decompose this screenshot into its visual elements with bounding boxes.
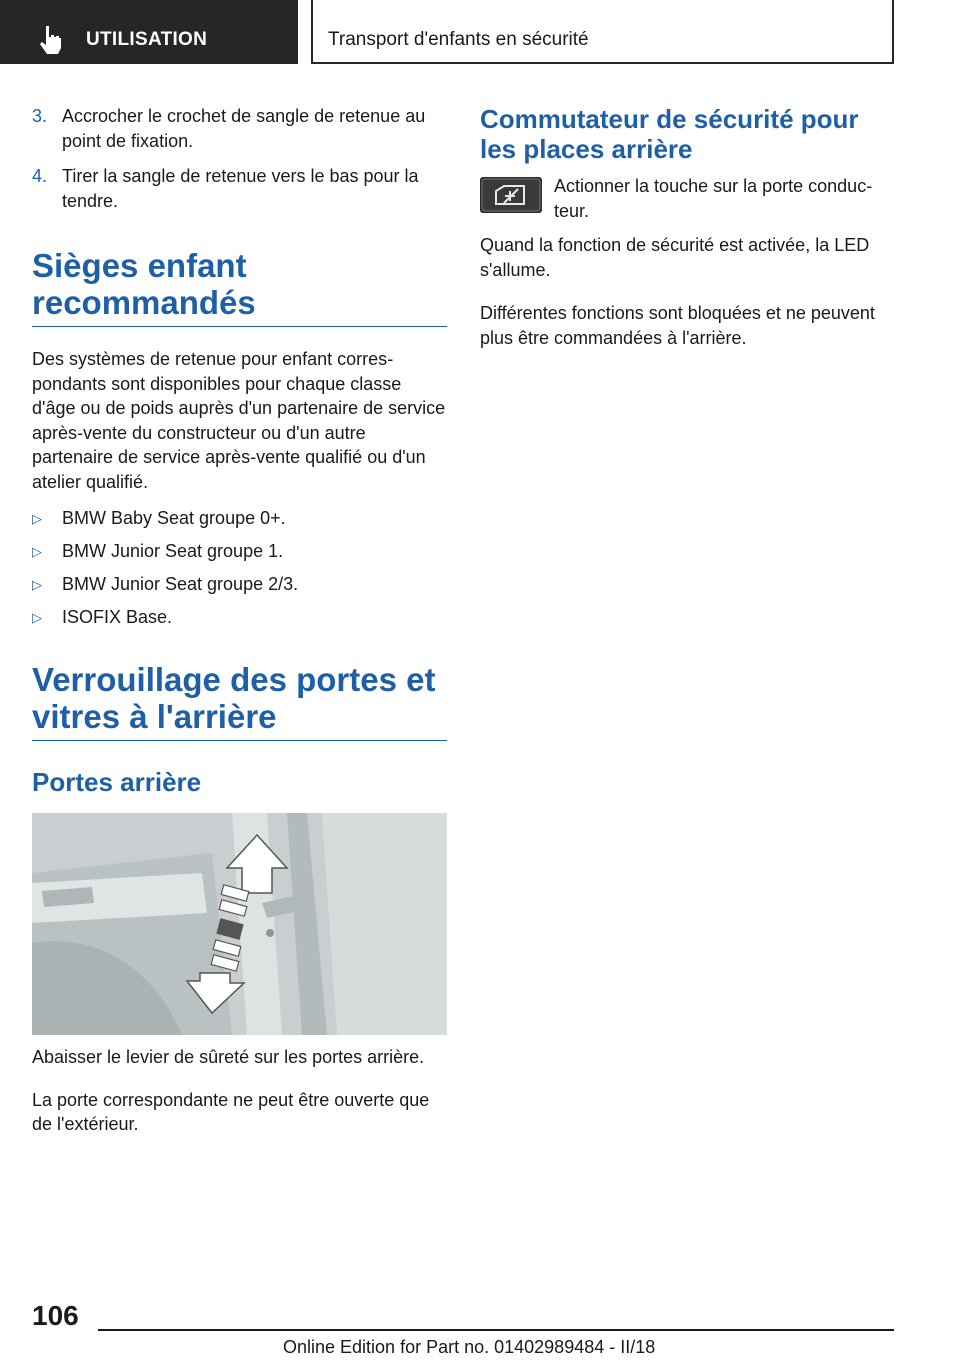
door-lever-illustration	[32, 813, 447, 1035]
step-number: 4.	[32, 166, 48, 186]
page-number: 106	[32, 1300, 79, 1331]
seats-paragraph: Des systèmes de retenue pour enfant correspondants sont disponibles pour chaque classe d'âge ou de poids auprès d'un partenaire de service après-vente du constructeur ou d'un autre partenaire de service après-vente qualifié ou d'un atelier qualifié.	[32, 349, 446, 492]
heading-door-lock: Verrouillage des portes et vitres à l'arrière	[32, 661, 447, 741]
triangle-bullet-icon: ▷	[32, 577, 42, 592]
section-tab	[0, 0, 298, 64]
blocked-functions-paragraph: Différentes fonctions sont bloquées et ne peuvent plus être commandées à l'arrière.	[480, 303, 875, 348]
edition-label: Online Edition for Part no. 01402989484 - II/18	[283, 1337, 656, 1357]
heading-rear-doors: Portes arrière	[32, 767, 202, 797]
step-item	[32, 104, 447, 153]
heading-safety-switch: Commutateur de sécurité pour les places arrière	[480, 104, 859, 164]
led-paragraph: Quand la fonction de sécurité est activée, la LED s'allume.	[480, 235, 870, 280]
chapter-header	[311, 0, 894, 64]
list-item-text: BMW Baby Seat groupe 0+.	[62, 508, 286, 528]
chapter-title: Transport d'enfants en sécurité	[328, 29, 589, 50]
key-instruction	[480, 174, 900, 223]
list-item-text: BMW Junior Seat groupe 2/3.	[62, 574, 299, 594]
list-item	[32, 539, 447, 565]
section-label: UTILISATION	[86, 29, 208, 50]
right-column	[480, 104, 900, 350]
window-lock-key-icon	[480, 177, 542, 213]
list-item	[32, 506, 447, 532]
hand-pointer-icon	[38, 24, 64, 54]
heading-recommended-seats: Sièges enfant recommandés	[32, 247, 447, 327]
triangle-bullet-icon: ▷	[32, 610, 42, 625]
list-item-text: ISOFIX Base.	[62, 607, 173, 627]
triangle-bullet-icon: ▷	[32, 511, 42, 526]
step-item	[32, 164, 447, 213]
left-column	[32, 104, 447, 1137]
seat-list	[32, 506, 447, 631]
key-paragraph: Actionner la touche sur la porte conducteur.	[554, 176, 873, 221]
step-number: 3.	[32, 106, 48, 126]
footer-divider	[98, 1329, 894, 1331]
rear-doors-paragraph: La porte correspondante ne peut être ouverte que de l'extérieur.	[32, 1089, 430, 1134]
list-item-text: BMW Junior Seat groupe 1.	[62, 541, 284, 561]
triangle-bullet-icon: ▷	[32, 544, 42, 559]
step-text: Accrocher le crochet de sangle de retenue au point de fixation.	[62, 106, 426, 151]
list-item	[32, 605, 447, 631]
list-item	[32, 572, 447, 598]
step-text: Tirer la sangle de retenue vers le bas pour la tendre.	[62, 166, 419, 211]
image-caption: Abaisser le levier de sûreté sur les portes arrière.	[32, 1047, 425, 1067]
